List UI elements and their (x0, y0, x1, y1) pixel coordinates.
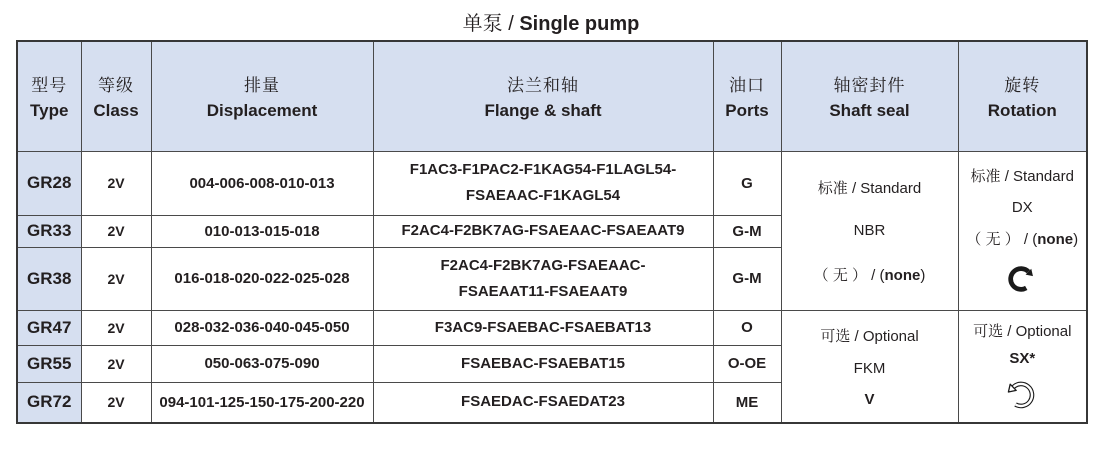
table-row-gr47 (17, 310, 1087, 345)
col-header-type-en: Type (30, 101, 69, 121)
type-cell: GR38 (17, 247, 81, 310)
displacement-cell: 028-032-036-040-045-050 (151, 310, 373, 345)
col-header-shaft-seal-en: Shaft seal (829, 101, 910, 121)
rotation-optional-label: 可选 / Optional (973, 323, 1072, 340)
shaft-seal-standard-material: NBR (853, 222, 886, 239)
col-header-class-zh: 等级 (98, 76, 134, 96)
col-header-shaft-seal-zh: 轴密封件 (833, 76, 906, 96)
class-cell: 2V (81, 310, 151, 345)
counterclockwise-rotation-icon (1002, 377, 1042, 413)
ports-cell: O (713, 310, 781, 345)
col-header-rotation-zh: 旋转 (1004, 76, 1041, 96)
ports-cell: G-M (713, 215, 781, 247)
page-title-en: Single pump (519, 13, 640, 35)
flange-line: FSAEAAT11-FSAEAAT9 (458, 282, 628, 300)
displacement-cell: 004-006-008-010-013 (151, 151, 373, 215)
class-cell: 2V (81, 345, 151, 382)
flange-shaft-cell (373, 247, 713, 310)
rotation-standard-code: DX (1011, 198, 1033, 216)
displacement-cell: 094-101-125-150-175-200-220 (151, 382, 373, 423)
none-bold: none (884, 266, 921, 284)
rotation-standard-none (966, 228, 1078, 249)
type-cell: GR47 (17, 310, 81, 345)
col-header-ports (713, 41, 781, 151)
col-header-type-zh: 型号 (31, 76, 68, 96)
type-cell: GR33 (17, 215, 81, 247)
col-header-displacement-en: Displacement (206, 101, 318, 121)
col-header-type (17, 41, 81, 151)
flange-shaft-cell (373, 345, 713, 382)
type-cell: GR72 (17, 382, 81, 423)
ports-cell: G (713, 151, 781, 215)
shaft-seal-standard-cell (781, 151, 958, 310)
none-suffix: ) (920, 266, 926, 284)
displacement-cell: 016-018-020-022-025-028 (151, 247, 373, 310)
page-title-separator: / (502, 13, 520, 35)
col-header-displacement-zh: 排量 (244, 76, 280, 96)
page-title (16, 8, 1086, 40)
flange-line: F1AC3-F1PAC2-F1KAG54-F1LAGL54- (409, 161, 677, 178)
col-header-rotation-en: Rotation (987, 101, 1057, 121)
flange-line: F2AC4-F2BK7AG-FSAEAAC- (440, 256, 646, 274)
flange-shaft-cell (373, 215, 713, 247)
flange-line: FSAEDAC-FSAEDAT23 (461, 393, 625, 411)
ports-cell: G-M (713, 247, 781, 310)
col-header-rotation (958, 41, 1087, 151)
table-row-gr28 (17, 151, 1087, 215)
shaft-seal-standard-none (814, 264, 926, 285)
flange-line: F3AC9-FSAEBAC-FSAEBAT13 (434, 318, 652, 336)
single-pump-table (16, 40, 1088, 424)
shaft-seal-optional-cell (781, 310, 958, 423)
col-header-shaft-seal (781, 41, 958, 151)
class-cell: 2V (81, 151, 151, 215)
clockwise-rotation-icon (1003, 262, 1041, 296)
col-header-flange-shaft (373, 41, 713, 151)
ports-cell: O-OE (713, 345, 781, 382)
type-cell: GR28 (17, 151, 81, 215)
col-header-ports-en: Ports (725, 101, 769, 121)
flange-shaft-cell (373, 151, 713, 215)
col-header-class-en: Class (93, 101, 139, 121)
flange-line: FSAEAAC-F1KAGL54 (465, 187, 621, 204)
displacement-cell: 010-013-015-018 (151, 215, 373, 247)
class-cell: 2V (81, 215, 151, 247)
displacement-cell: 050-063-075-090 (151, 345, 373, 382)
class-cell: 2V (81, 382, 151, 423)
flange-shaft-cell (373, 382, 713, 423)
shaft-seal-standard-label: 标准 / Standard (817, 179, 922, 197)
none-suffix: ) (1073, 231, 1079, 249)
flange-line: FSAEBAC-FSAEBAT15 (461, 354, 625, 372)
none-bold: none (1037, 231, 1074, 249)
class-cell: 2V (81, 247, 151, 310)
shaft-seal-optional-label: 可选 / Optional (820, 327, 919, 345)
rotation-optional-cell (958, 310, 1087, 423)
col-header-flange-shaft-en: Flange & shaft (484, 101, 602, 121)
flange-line: F2AC4-F2BK7AG-FSAEAAC-FSAEAAT9 (401, 222, 685, 239)
flange-shaft-cell (373, 310, 713, 345)
none-prefix: （ 无 ） / ( (813, 266, 885, 284)
rotation-standard-cell (958, 151, 1087, 310)
rotation-optional-code: SX* (1009, 350, 1036, 368)
col-header-class (81, 41, 151, 151)
shaft-seal-optional-material: FKM (853, 359, 886, 377)
header-row (17, 41, 1087, 151)
col-header-flange-shaft-zh: 法兰和轴 (507, 76, 579, 96)
col-header-displacement (151, 41, 373, 151)
shaft-seal-optional-code: V (864, 390, 875, 408)
type-cell: GR55 (17, 345, 81, 382)
ports-cell: ME (713, 382, 781, 423)
page-title-zh: 单泵 (462, 13, 503, 35)
rotation-standard-label: 标准 / Standard (970, 167, 1074, 185)
none-prefix: （ 无 ） / ( (966, 231, 1038, 249)
col-header-ports-zh: 油口 (729, 76, 765, 96)
